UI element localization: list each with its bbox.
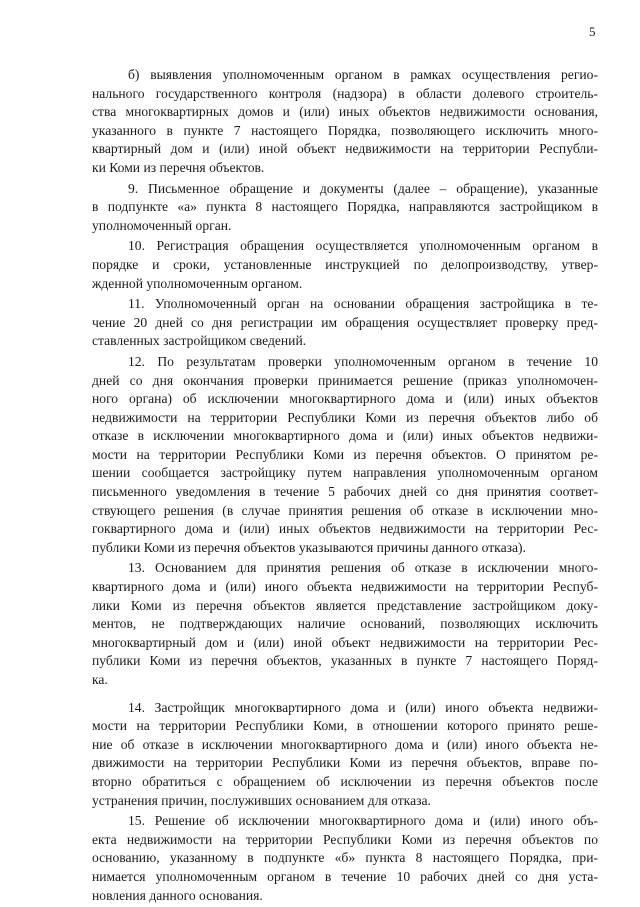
text-line: 9. Письменное обращение и документы (далее – обращение), указанные [128, 180, 598, 196]
text-line: б) выявления уполномоченным органом в рамках осуществления регио- [128, 67, 598, 82]
text-line: ние об отказе в исключении многоквартирного дома и (или) иного объекта не- [92, 736, 598, 752]
text-line: ного органа) об исключении многоквартирного дома и (или) иных объектов [92, 391, 598, 407]
document-body [92, 66, 598, 907]
paragraph [92, 353, 598, 558]
text-line: ставленных застройщиком сведений. [92, 333, 307, 349]
text-line: жденной уполномоченным органом. [92, 275, 303, 291]
text-line: порядке и сроки, установленные инструкцией по делопроизводству, утвер- [92, 256, 598, 272]
text-line: многоквартирный дом и (или) иной объект недвижимости на территории Рес- [92, 634, 598, 650]
text-line: 10. Регистрация обращения осуществляется уполномоченным органом в [128, 238, 598, 254]
text-line: чение 20 дней со дня регистрации им обращения осуществляет проверку пред- [92, 314, 598, 330]
text-line: движимости на территории Республики Коми из перечня объектов, вправе по- [92, 755, 598, 771]
text-line: мости на территории Республики Коми, в отношении которого принято реше- [92, 718, 598, 734]
text-line: новления данного основания. [92, 887, 263, 903]
text-line: ка. [92, 672, 108, 687]
text-line: шении сообщается застройщику путем направления уполномоченным органом [92, 465, 598, 481]
text-line: квартирного дома и (или) иного объекта недвижимости на территории Респуб- [92, 579, 598, 595]
paragraph [92, 699, 598, 811]
text-line: екта недвижимости на территории Республики Коми из перечня объектов по [92, 831, 598, 847]
text-line: ки Коми из перечня объектов. [92, 159, 265, 175]
text-line: указанного в пункте 7 настоящего Порядка, позволяющего исключить много- [92, 122, 598, 138]
text-line: вторно обратиться с обращением об исключении из перечня объектов после [92, 773, 598, 789]
paragraph [92, 559, 598, 689]
text-line: лики Коми из перечня объектов является представление застройщиком доку- [92, 597, 598, 613]
text-line: в подпункте «а» пункта 8 настоящего Порядка, направляются застройщиком в [92, 199, 598, 215]
text-line: устранения причин, послуживших основанием для отказа. [92, 792, 431, 808]
text-line: мости на территории Республики Коми из перечня объектов. О принятом ре- [92, 446, 598, 462]
text-line: основанию, указанному в подпункте «б» пункта 8 настоящего Порядка, при- [92, 850, 598, 866]
text-line: ства многоквартирных домов и (или) иных объектов недвижимости основания, [92, 104, 598, 120]
paragraph [92, 66, 598, 178]
text-line: 13. Основанием для принятия решения об отказе в исключении много- [128, 560, 598, 576]
paragraph [92, 237, 598, 293]
page-number: 5 [589, 24, 596, 39]
text-line: дней со дня окончания проверки принимается решение (приказ уполномочен- [92, 372, 598, 388]
text-line: отказе в исключении многоквартирного дома и (или) иных объектов недвижи- [92, 428, 598, 444]
text-line: публики Коми из перечня объектов, указанных в пункте 7 настоящего Поряд- [92, 653, 598, 669]
text-line: 15. Решение об исключении многоквартирного дома и (или) иного объ- [128, 813, 598, 829]
text-line: квартирный дом и (или) иной объект недвижимости на территории Республи- [92, 141, 598, 157]
text-line: 11. Уполномоченный орган на основании обращения застройщика в те- [128, 296, 598, 312]
text-line: нимается уполномоченным органом в течение 10 рабочих дней со дня уста- [92, 868, 598, 884]
text-line: ствующего решения (в случае принятия решения об отказе в исключении мно- [92, 502, 598, 518]
paragraph [92, 180, 598, 236]
text-line: гоквартирного дома и (или) иных объектов недвижимости на территории Рес- [92, 521, 598, 537]
text-line: ментов, не подтверждающих наличие оснований, позволяющих исключить [92, 616, 598, 632]
text-line: нального государственного контроля (надзора) в области долевого строитель- [92, 85, 598, 101]
text-line: 14. Застройщик многоквартирного дома и (или) иного объекта недвижи- [128, 699, 598, 715]
text-line: письменного уведомления в течение 5 рабочих дней со дня принятия соответ- [92, 484, 598, 500]
text-line: публики Коми из перечня объектов указываются причины данного отказа). [92, 539, 526, 555]
text-line: 12. По результатам проверки уполномоченным органом в течение 10 [128, 353, 598, 369]
text-line: уполномоченный орган. [92, 217, 232, 233]
paragraph [92, 295, 598, 351]
paragraph [92, 812, 598, 905]
text-line: недвижимости на территории Республики Коми из перечня объектов либо об [92, 409, 598, 425]
